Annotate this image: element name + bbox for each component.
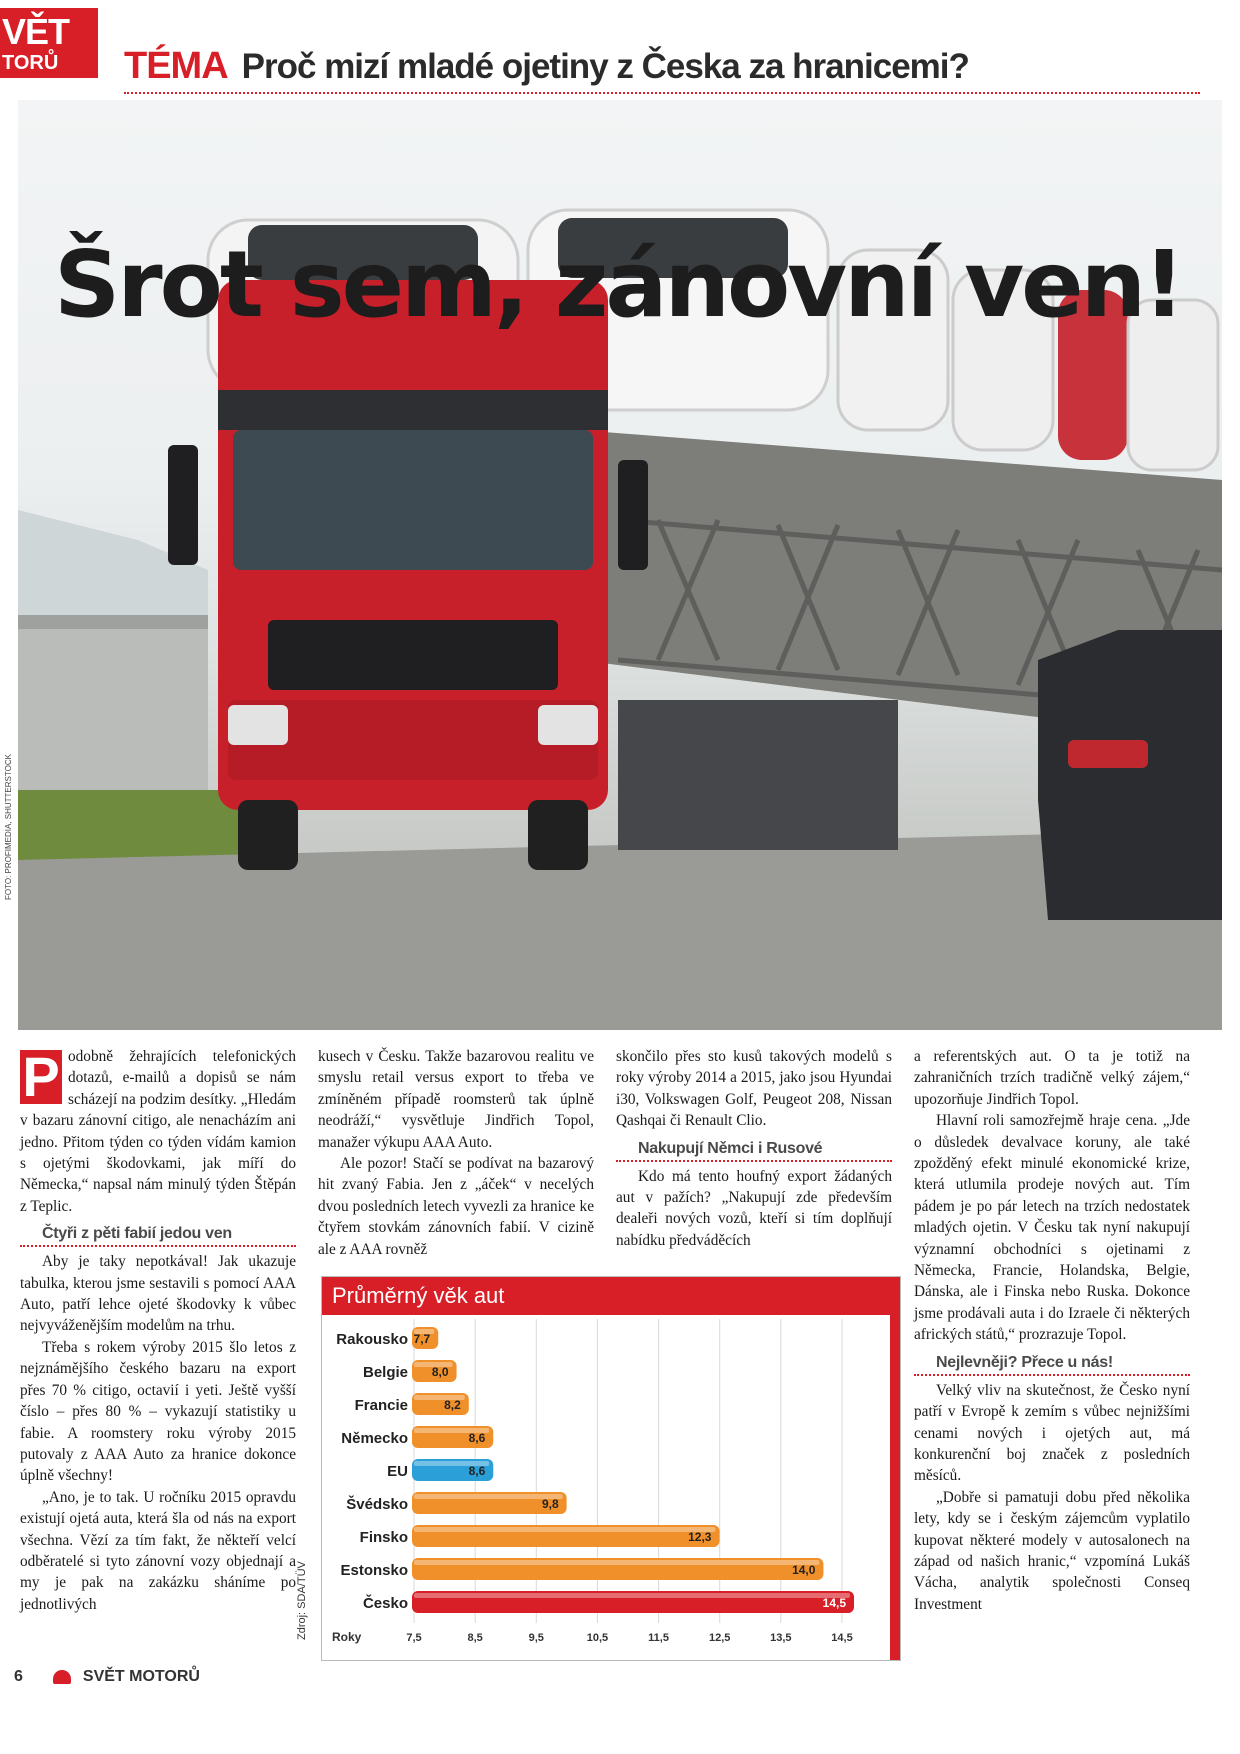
chart-tick-label: 12,5: [709, 1632, 731, 1644]
chart-value-label: 7,7: [413, 1332, 431, 1346]
chart-tick-label: 13,5: [770, 1632, 792, 1644]
chart-category-label: Belgie: [362, 1364, 408, 1381]
article-paragraph: Aby je taky nepotkával! Jak ukazuje tabulka, kterou jsme sestavili s pomocí AAA Auto, patří lehce ojeté škodovky k vůbec nejvyváženějším modelům na trhu.: [20, 1253, 296, 1335]
logo-line1: VĚT: [2, 11, 70, 52]
chart-category-label: Finsko: [359, 1529, 408, 1546]
chart-category-label: Německo: [341, 1430, 408, 1447]
photo-credit: FOTO: PROFIMEDIA, SHUTTERSTOCK: [4, 754, 13, 900]
header-divider: [124, 92, 1200, 94]
chart-source: Zdroj: SDA/TÜV: [296, 1561, 308, 1640]
chart-plot: [322, 1315, 890, 1660]
chart-tick-label: 10,5: [586, 1632, 609, 1644]
chart-bar-highlight: [414, 1560, 819, 1565]
article-paragraph: P odobně žehrajících telefonických dotazů, e-mailů a dopisů se nám scházejí na podzim desítky. „Hledám v bazaru zánovní citigo, ale nenacházím ani jedno. Přitom týden co týden vídám kamion s ojetými škodovkami, jak míří do Německa,“ napsal nám minulý týden Štěpán z Teplic.: [20, 1045, 296, 1215]
article-paragraph: Kdo má tento houfný export žádaných aut v pažích? „Nakupují zde především dealeři nových vozů, kteří si tím doplňují nabídku předváděcích: [616, 1167, 892, 1249]
article-paragraph: Ale pozor! Stačí se podívat na bazarový hit zvaný Fabia. Jen z „áček“ v necelých dvou posledních letech vyvezli za hranice ke čtyřem stovkám zánovních fabií. V cizině ale z AAA rovněž: [318, 1155, 594, 1258]
drop-cap: P: [20, 1050, 62, 1104]
article-paragraph: „Ano, je to tak. U ročníku 2015 opravdu existují ojetá auta, která šla od nás na export všechna. Vězí za tím fakt, že někteří velcí odběratelé si tyto zánovní vozy objednají a my je pak na zakázku sháníme po jednotlivých: [20, 1488, 296, 1613]
chart-bar-highlight: [414, 1494, 563, 1499]
chart-tick-label: 7,5: [406, 1632, 422, 1644]
chart-category-label: EU: [387, 1463, 408, 1480]
article-paragraph: Velký vliv na skutečnost, že Česko nyní patří v Evropě k zemím s vůbec nejnižšími cenami nových i ojetých aut, má konkurenční boj značek z posledních měsíců.: [914, 1381, 1190, 1485]
chart-tick-label: 8,5: [467, 1632, 483, 1644]
article-paragraph: a referentských aut. O ta je totiž na zahraničních trzích tradičně velký zájem,“ upozorňuje Jindřich Topol.: [914, 1048, 1190, 1108]
chart-category-label: Rakousko: [336, 1331, 408, 1348]
hero-photo: [18, 100, 1222, 1030]
chart-side-bar: [890, 1315, 900, 1660]
chart-value-label: 9,8: [541, 1497, 559, 1511]
article-paragraph: „Dobře si pamatuji dobu před několika lety, kdy se i českým zájemcům vyplatilo kupovat některé modely v autosalonech na západ od našich hranic,“ vzpomíná Lukáš Vácha, analytik společnosti Conseq Investment: [914, 1488, 1190, 1613]
subheading: Nakupují Němci i Rusové: [616, 1138, 892, 1162]
page-footer: [14, 1668, 200, 1686]
magazine-logo: [0, 8, 98, 78]
chart-tick-label: 11,5: [648, 1632, 669, 1644]
topic-tag: TÉMA: [124, 45, 228, 87]
average-car-age-chart: [322, 1277, 900, 1660]
chart-category-label: Švédsko: [346, 1496, 408, 1513]
chart-category-label: Česko: [362, 1595, 408, 1612]
logo-line2: TORŮ: [2, 52, 59, 74]
chart-value-label: 14,5: [822, 1596, 846, 1610]
chart-tick-label: 9,5: [528, 1632, 544, 1644]
chart-category-label: Francie: [354, 1397, 408, 1414]
text-column-3: [616, 1046, 892, 1251]
article-paragraph: Třeba s rokem výroby 2015 šlo letos z nejznámějšího českého bazaru na export přes 70 % citigo, octavií i yeti. Ještě vyšší číslo – přes 80 % – vykazují statistiky u fabie. A roomstery roku výroby 2015 putovaly z AAA Auto za hranice dokonce úplně všechny!: [20, 1338, 296, 1485]
chart-value-label: 8,6: [468, 1431, 486, 1445]
magazine-name: SVĚT MOTORŮ: [82, 1668, 200, 1685]
article-paragraph: skončilo přes sto kusů takových modelů s roky výroby 2014 a 2015, jako jsou Hyundai i30, Volkswagen Golf, Peugeot 208, Nissan Qashqai či Renault Clio.: [616, 1048, 892, 1130]
article-paragraph: Hlavní roli samozřejmě hraje cena. „Jde o důsledek devalvace koruny, ale také zpožděný efekt minulé ekonomické krize, která utlumila prodeje nových aut. Tím pádem je po pár letech na trzích nedostatek mladých ojetin. V Česku tak nyní nakupují významní obchodníci s ojetinami z Německa, Francie, Holandska, Belgie, Dánska, ale i Finska nebo Ruska. Dokonce jsme prodávali auta i do Izraele či některých afrických států,“ prozrazuje Topol.: [914, 1112, 1190, 1344]
topic-heading: [124, 42, 969, 91]
text-column-4: [914, 1046, 1190, 1615]
text-column-1: [20, 1046, 296, 1615]
car-logo-icon: [53, 1670, 71, 1684]
chart-axis-label: Roky: [332, 1630, 362, 1644]
article-paragraph: kusech v Česku. Takže bazarovou realitu ve smyslu retail versus export to třeba ve zmíněném případě roomsterů tak úplně neodráží,“ vysvětluje Jindřich Topol, manažer výkupu AAA Auto.: [318, 1048, 594, 1151]
chart-bar-highlight: [414, 1527, 715, 1532]
chart-value-label: 12,3: [688, 1530, 712, 1544]
text-column-2: [318, 1046, 594, 1260]
chart-value-label: 14,0: [792, 1563, 816, 1577]
topic-question: Proč mizí mladé ojetiny z Česka za hranicemi?: [241, 47, 969, 86]
chart-tick-label: 14,5: [831, 1632, 853, 1644]
chart-value-label: 8,2: [444, 1398, 461, 1412]
subheading: Nejlevněji? Přece u nás!: [914, 1352, 1190, 1376]
subheading: Čtyři z pěti fabií jedou ven: [20, 1223, 296, 1247]
main-headline: Šrot sem, zánovní ven!: [54, 231, 1183, 338]
chart-category-label: Estonsko: [340, 1562, 408, 1579]
chart-title: Průměrný věk aut: [322, 1277, 900, 1315]
chart-bar-highlight: [414, 1593, 850, 1598]
chart-value-label: 8,6: [468, 1464, 486, 1478]
page-number: 6: [14, 1668, 23, 1685]
chart-value-label: 8,0: [431, 1365, 449, 1379]
